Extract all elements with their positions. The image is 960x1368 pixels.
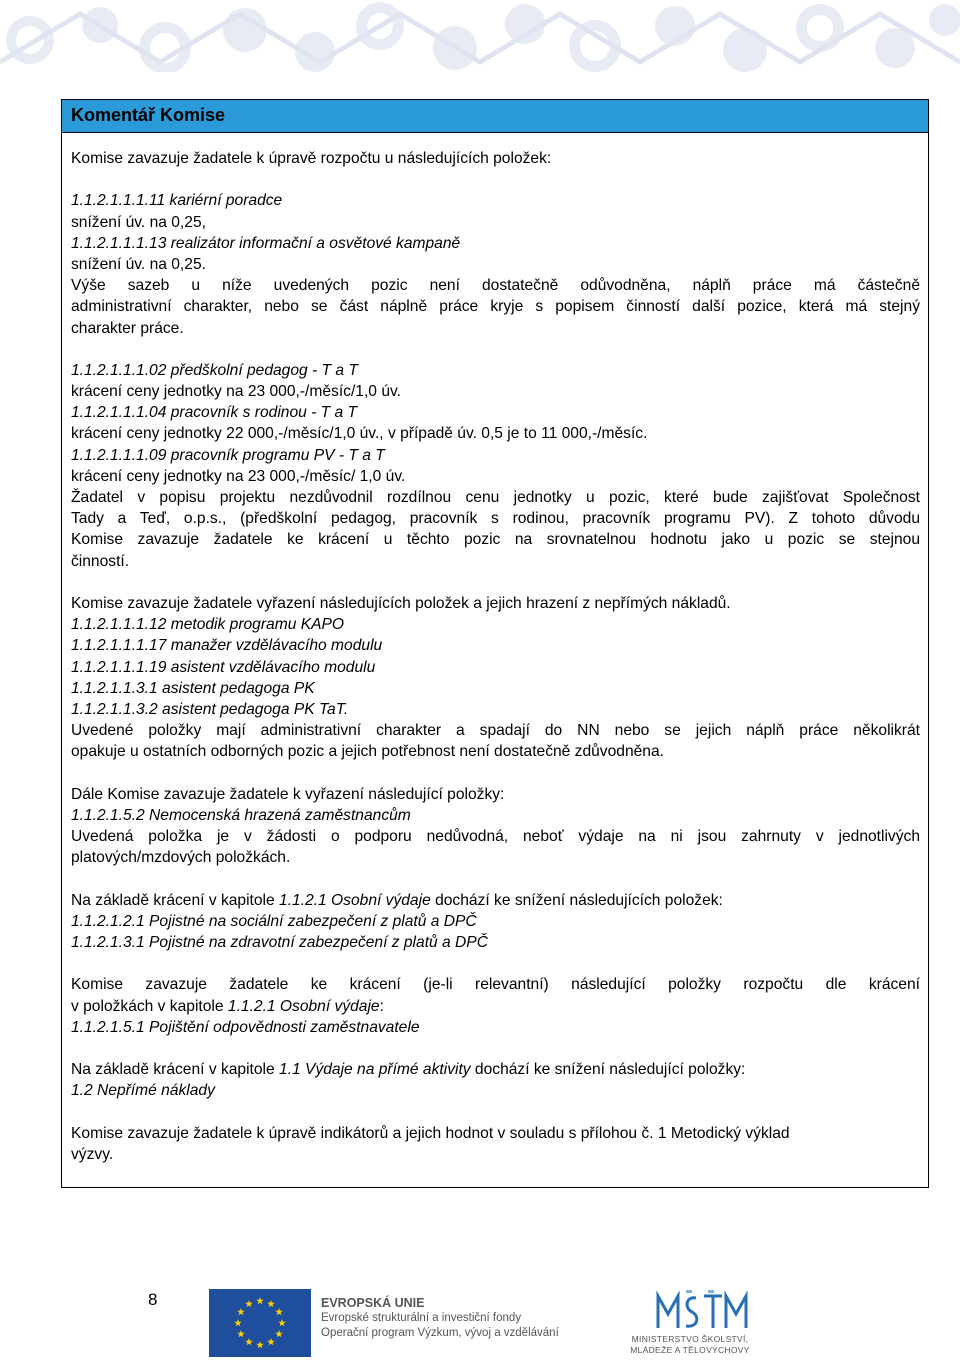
text-line: Uvedená položka je v žádosti o podporu nedůvodná, neboť výdaje na ni jsou zahrnuty v jednotlivých — [71, 828, 920, 845]
text-line: snížení úv. na 0,25. — [71, 255, 206, 273]
text-line: Uvedené položky mají administrativní charakter a spadají do NN nebo se jejich náplň práce několikrát — [71, 722, 920, 740]
text-line: 1.1.2.1.1.1.09 pracovník programu PV - T a T — [71, 446, 385, 464]
text-line: 1.1.2.1.5.1 Pojištění odpovědnosti zaměstnavatele — [71, 1018, 420, 1036]
text-line: 1.1.2.1.5.2 Nemocenská hrazená zaměstnancům — [71, 806, 411, 824]
text-line: 1.1.2.1.1.1.11 kariérní poradce — [71, 192, 283, 210]
text-line: administrativní charakter, nebo se část náplně práce kryje s popisem činností další pozice, která má stejný — [71, 298, 920, 316]
text-line: 1.1.2.1.2.1 Pojistné na sociální zabezpečení z platů a DPČ — [71, 912, 477, 930]
text-line: Dále Komise zavazuje žadatele k vyřazení následující položky: — [71, 785, 505, 803]
commission-comment-box — [61, 99, 929, 1188]
text-line: 1.1.2.1.1.3.1 asistent pedagoga PK — [71, 679, 315, 697]
text-line: krácení ceny jednotky 22 000,-/měsíc/1,0 úv., v případě úv. 0,5 je to 11 000,-/měsíc. — [71, 425, 648, 443]
text-line: v položkách v kapitole 1.1.2.1 Osobní výdaje: — [71, 997, 384, 1015]
text-line: Výše sazeb u níže uvedených pozic není dostatečně odůvodněna, náplň práce má částečně — [71, 277, 920, 295]
text-line: 1.1.2.1.1.1.17 manažer vzdělávacího modulu — [71, 637, 383, 655]
text-line: charakter práce. — [71, 319, 184, 337]
text-line: výzvy. — [71, 1145, 114, 1163]
text-line: 1.1.2.1.3.1 Pojistné na zdravotní zabezpečení z platů a DPČ — [71, 933, 488, 951]
text-line: Komise zavazuje žadatele k úpravě indikátorů a jejich hodnot v souladu s přílohou č. 1 Metodický výklad — [71, 1124, 790, 1142]
text-line: 1.1.2.1.1.1.13 realizátor informační a osvětové kampaně — [71, 234, 461, 252]
text-line: činností. — [71, 552, 130, 570]
msmt-line-1: MINISTERSTVO ŠKOLSTVÍ, — [631, 1334, 749, 1344]
text-line: 1.1.2.1.1.1.04 pracovník s rodinou - T a T — [71, 404, 358, 422]
msmt-text — [622, 1334, 758, 1356]
text-line: Komise zavazuje žadatele ke krácení u těchto pozic na srovnatelnou hodnotu jako u pozic se stejnou — [71, 531, 920, 549]
text-line: opakuje u ostatních odborných pozic a jejich potřebnost není dostatečně zdůvodněna. — [71, 743, 664, 761]
page-number: 8 — [148, 1290, 158, 1309]
text-line: 1.1.2.1.1.1.02 předškolní pedagog - T a T — [71, 361, 358, 379]
eu-title: EVROPSKÁ UNIE — [321, 1296, 425, 1310]
text-line: 1.1.2.1.1.1.19 asistent vzdělávacího modulu — [71, 658, 376, 676]
text-line: krácení ceny jednotky na 23 000,-/měsíc/ 1,0 úv. — [71, 467, 406, 485]
text-line: platových/mzdových položkách. — [71, 849, 291, 867]
eu-subtitle: Evropské strukturální a investiční fondy — [321, 1312, 522, 1324]
text-line: Tady a Teď, o.p.s., (předškolní pedagog, pracovník s rodinou, pracovník programu PV). Z tohoto důvodu — [71, 510, 920, 528]
text-line: snížení úv. na 0,25, — [71, 213, 206, 231]
eu-funding-text — [321, 1296, 559, 1341]
text-line: 1.1.2.1.1.3.2 asistent pedagoga PK TaT. — [71, 700, 349, 718]
text-line: Komise zavazuje žadatele k úpravě rozpočtu u následujících položek: — [71, 150, 552, 167]
msmt-line-2: MLÁDEŽE A TĚLOVÝCHOVY — [630, 1345, 750, 1355]
text-line: 1.1.2.1.1.1.12 metodik programu KAPO — [71, 616, 345, 634]
box-title: Komentář Komise — [62, 100, 928, 133]
text-line: Komise zavazuje žadatele vyřazení následujících položek a jejich hrazení z nepřímých nákladů. — [71, 594, 731, 612]
text-line: krácení ceny jednotky na 23 000,-/měsíc/1,0 úv. — [71, 383, 401, 401]
eu-programme: Operační program Výzkum, vývoj a vzdělávání — [321, 1327, 559, 1339]
eu-flag-icon — [209, 1289, 311, 1357]
decorative-header-banner — [0, 0, 960, 72]
text-line: Na základě krácení v kapitole 1.1.2.1 Osobní výdaje dochází ke snížení následujících položek: — [71, 891, 723, 909]
comment-body — [71, 148, 920, 1165]
text-line: Komise zavazuje žadatele ke krácení (je-li relevantní) následující položky rozpočtu dle krácení — [71, 976, 920, 994]
text-line: Na základě krácení v kapitole 1.1 Výdaje na přímé aktivity dochází ke snížení následující položky: — [71, 1061, 746, 1079]
text-line: 1.2 Nepřímé náklady — [71, 1082, 215, 1100]
text-line: Žadatel v popisu projektu nezdůvodnil rozdílnou cenu jednotky u pozic, které bude zajišťovat Společnost — [71, 489, 920, 506]
